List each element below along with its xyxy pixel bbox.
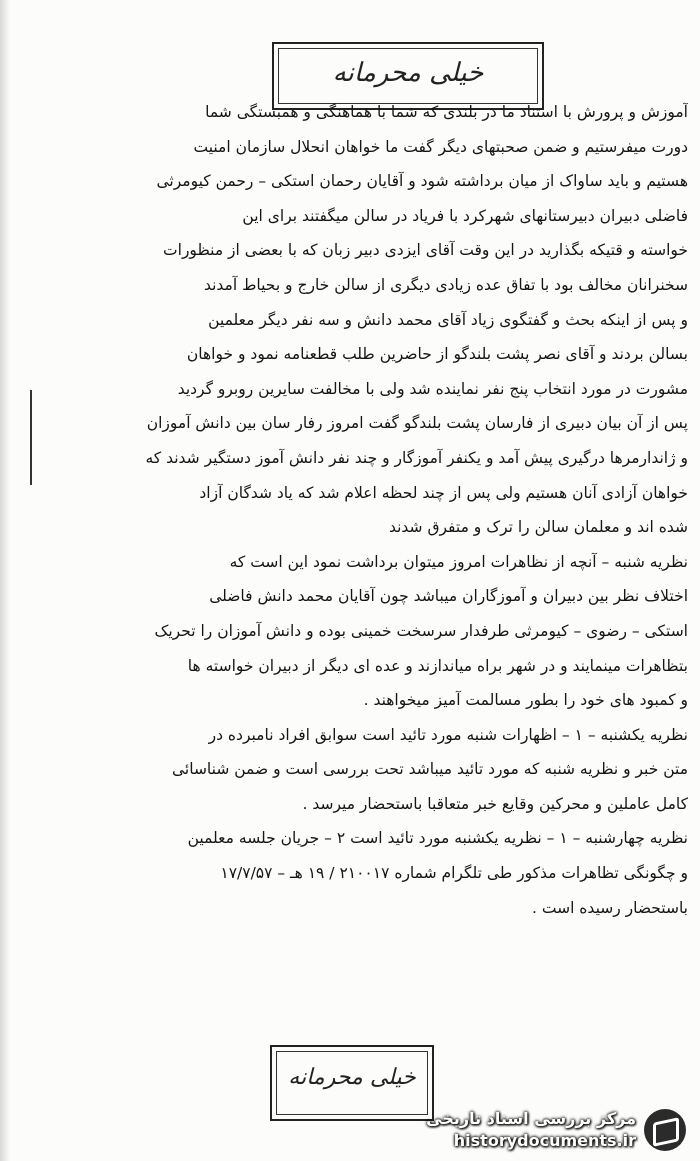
text-line: نظریه چهارشنبه – ۱ – نظریه یکشنبه مورد تائید است ۲ – جریان جلسه معلمین: [187, 829, 688, 848]
text-line: اختلاف نظر بین دبیران و آموزگاران میباشد چون آقایان محمد دانش فاضلی: [209, 587, 688, 606]
watermark-url: historydocuments.ir: [453, 1131, 636, 1150]
text-line: نظریه شنبه – آنچه از نظاهرات امروز میتوان برداشت نمود این است که: [229, 552, 688, 571]
text-line: آموزش و پرورش با استناد ما در بلندی که شما با هماهنگی و همبستگی شما: [205, 103, 688, 121]
watermark-title: مرکز بررسی اسناد تاریخی: [426, 1109, 636, 1128]
text-line: استکی – رضوی – کیومرثی طرفدار سرسخت خمینی بوده و دانش آموزان را تحریک: [154, 621, 688, 640]
text-line: مشورت در مورد انتخاب پنج نفر نماینده شد ولی با مخالفت سایرین روبرو گردید: [177, 379, 688, 398]
text-line: و کمبود های خود را بطور مسالمت آمیز میخواهند .: [363, 691, 688, 710]
classification-stamp-text: خیلی محرمانه: [332, 58, 484, 88]
text-line: خواسته و قتیکه بگذارید در این وقت آقای ایزدی دبیر زبان که با بعضی از منظورات: [163, 241, 688, 260]
text-line: هستیم و باید ساواک از میان برداشته شود و آقایان رحمان استکی – رحمن کیومرثی: [156, 172, 688, 191]
text-line: دورت میفرستیم و ضمن صحبتهای دیگر گفت ما خواهان انحلال سازمان امنیت: [193, 137, 688, 156]
text-line: کامل عاملین و محرکین وقایع خبر متعاقبا باستحضار میرسد .: [302, 794, 688, 813]
watermark: [386, 1107, 686, 1153]
text-line: خواهان آزادی آنان هستیم ولی پس از چند لحظه اعلام شد که یاد شدگان آزاد: [199, 483, 688, 502]
report-body: [40, 95, 688, 925]
text-line: سخنرانان مخالف بود با تفاق عده زیادی دیگری از سالن خارج و بحیاط آمدند: [203, 275, 688, 294]
text-line: و ژاندارمرها درگیری پیش آمد و یکنفر آموزگار و چند نفر دانش آموز دستگیر شدند که: [145, 448, 688, 467]
text-line: و چگونگی تظاهرات مذکور طی تلگرام شماره ۲۱۰۰۱۷ / ۱۹ هـ – ۱۷/۷/۵۷: [220, 864, 688, 883]
margin-mark: [30, 390, 32, 485]
archive-logo-icon: [644, 1109, 686, 1151]
text-line: فاضلی دبیران دبیرستانهای شهرکرد با فریاد در سالن میگفتند برای این: [242, 206, 688, 225]
text-line: شده اند و معلمان سالن را ترک و متفرق شدند: [388, 518, 688, 537]
text-line: باستحضار رسیده است .: [532, 898, 688, 917]
text-line: پس از آن بیان دبیری از فارسان پشت بلندگو گفت امروز رفار سان بین دانش آموزان: [146, 414, 688, 433]
text-line: متن خبر و نظریه شنبه که مورد تائید میباشد تحت بررسی است و ضمن شناسائی: [171, 760, 688, 779]
page-edge-shadow: [0, 0, 10, 1161]
classification-stamp-text: خیلی محرمانه: [288, 1065, 416, 1090]
text-line: نظریه یکشنبه – ۱ – اظهارات شنبه مورد تائید است سوابق افراد نامبرده در: [208, 725, 688, 744]
text-line: بتظاهرات مینمایند و در شهر براه میاندازند و عده ای دیگر از دبیران خواسته ها: [187, 656, 688, 675]
text-line: و پس از اینکه بحث و گفتگوی زیاد آقای محمد دانش و سه نفر دیگر معلمین: [208, 310, 688, 329]
text-line: بسالن بردند و آقای نصر پشت بلندگو از حاضرین طلب قطعنامه نمود و خواهان: [186, 345, 688, 364]
